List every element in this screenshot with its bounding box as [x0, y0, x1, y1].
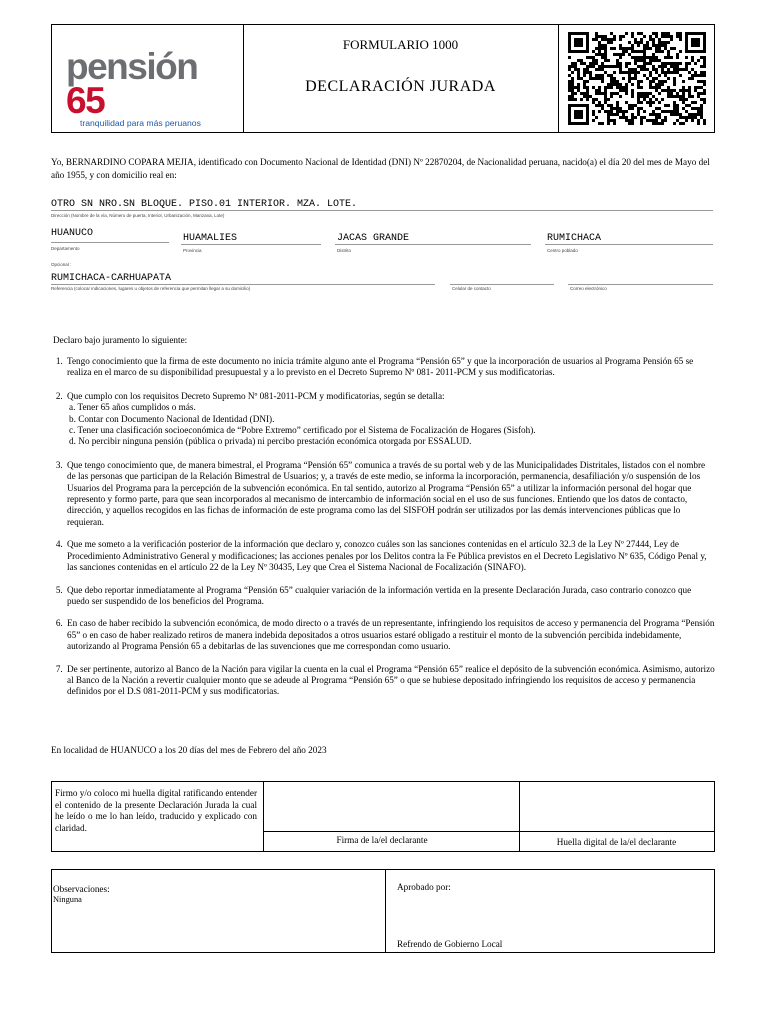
distrito-label: Distrito [337, 248, 352, 253]
requirement-a: a. Tener 65 años cumplidos o más. [69, 402, 196, 413]
huella-label: Huella digital de la/el declarante [556, 837, 677, 847]
distrito-line [335, 244, 531, 245]
direccion-label: Dirección (Nombre de la vía, Número de puerta, Interior, Urbanización, Manzana, Lote) [51, 213, 225, 218]
refrendo-label: Refrendo de Gobierno Local [397, 939, 503, 949]
signature-underline [263, 831, 519, 832]
firma-label: Firma de la/el declarante [336, 835, 428, 845]
form-number: FORMULARIO 1000 [342, 37, 459, 52]
correo-line [568, 284, 713, 285]
fingerprint-underline [519, 831, 715, 832]
observations-label: Observaciones: [53, 884, 110, 894]
logo-number: 65 [66, 80, 105, 121]
declaration-item-4: 4. Que me someto a la verificación posterior de la información que declaro y, conozco cuáles son las sanciones contenidas en el artículo 32.3 de la Ley Nº 27444, Ley de Procedimiento Administrativo General y modificaciones; las acciones penales por los Delitos contra la Fe Pública previstos en el Decreto Legislativo Nº 635, Código Penal y, las sanciones contenidas en el artículo 22 de la Ley Nº 30435, Ley que Crea el Sistema Nacional de Focalización (SINAFO). [65, 539, 715, 573]
header-divider-right [558, 24, 559, 133]
celular-label: Celular de contacto [452, 286, 491, 291]
departamento-label: Departamento [51, 246, 80, 251]
departamento-value: HUANUCO [51, 228, 94, 239]
signature-divider-2 [519, 781, 520, 852]
centro-poblado-line [545, 244, 713, 245]
centro-poblado-value: RUMICHACA [547, 233, 602, 244]
requirement-d: d. No percibir ninguna pensión (pública o privada) ni percibo prestación económica otorgada por ESSALUD. [69, 436, 472, 447]
declaration-heading: Declaro bajo juramento lo siguiente: [53, 335, 188, 345]
logo-tagline: tranquilidad para más peruanos [80, 118, 201, 128]
referencia-line [51, 284, 435, 285]
direccion-value: OTRO SN NRO.SN BLOQUE. PISO.01 INTERIOR. MZA. LOTE. [51, 199, 358, 210]
departamento-line [51, 242, 169, 243]
intro-paragraph: Yo, BERNARDINO COPARA MEJIA, identificado con Documento Nacional de Identidad (DNI) Nº 22870204, de Nacionalidad peruana, nacido(a) el día 20 del mes de Mayo del año 1955, y con domicilio real en: [51, 157, 710, 180]
declaration-item-3: 3. Que tengo conocimiento que, de manera bimestral, el Programa “Pensión 65” comunica a través de su portal web y de las Municipalidades Distritales, listados con el nombre de las personas que participan de la Relación Bimestral de Usuarios; y, a través de este medio, se informa la incorporación, permanencia, desafiliación y/o suspensión de los Usuarios del Programa para la percepción de la subvención económica. En tal sentido, autorizo al Programa “Pensión 65” a utilizar la información personal del hogar que represento y formo parte, para que sean incorporados al mecanismo de intercambio de información social en el uso de sus funciones. Entiendo que los datos de contacto, dirección, y aquellos recogidos en las fichas de información de este programa como las del SISFOH podrán ser utilizados por las demás intervenciones públicas que lo requieran. [65, 460, 715, 528]
referencia-value: RUMICHACA-CARHUAPATA [51, 273, 172, 284]
locality-line: En localidad de HUANUCO a los 20 días del mes de Febrero del año 2023 [51, 745, 327, 755]
observations-value: Ninguna [53, 895, 82, 904]
observations-box [51, 869, 715, 953]
declaration-item-2-text: 2. Que cumplo con los requisitos Decreto Supremo Nº 081-2011-PCM y modificatorias, según se detalla: [67, 390, 445, 401]
requirement-b: b. Contar con Documento Nacional de Identidad (DNI). [69, 413, 275, 424]
celular-line [450, 284, 554, 285]
declaration-item-2 [65, 391, 715, 448]
distrito-value: JACAS GRANDE [337, 233, 410, 244]
logo-word: pensión [66, 46, 198, 87]
aprobado-label: Aprobado por: [397, 882, 451, 892]
declaration-list [51, 356, 715, 698]
form-title: DECLARACIÓN JURADA [305, 78, 496, 95]
provincia-line [181, 244, 321, 245]
qr-code [568, 32, 706, 131]
observations-divider [385, 869, 386, 953]
direccion-line [51, 210, 713, 211]
referencia-label: Referencia (colocar indicaciones, lugares u objetos de referencia que permitan llegar a su domicilio) [51, 286, 251, 291]
correo-label: Correo electrónico [570, 286, 607, 291]
centro-poblado-label: Centro poblado [547, 248, 578, 253]
declaration-item-5: 5. Que debo reportar inmediatamente al Programa “Pensión 65” cualquier variación de la información vertida en la presente Declaración Jurada, caso contrario conozco que puedo ser suspendido de los beneficios del Programa. [65, 585, 715, 608]
pension65-logo [66, 46, 236, 128]
signature-statement: Firmo y/o coloco mi huella digital ratificando entender el contenido de la presente Declaración Jurada la cual he leído o me lo han leído, traducido y explicado con claridad. [55, 788, 257, 833]
declaration-item-6: 6. En caso de haber recibido la subvención económica, de modo directo o a través de un representante, infringiendo los requisitos de acceso y permanencia del Programa “Pensión 65” o en caso de haber realizado retiros de manera indebida depositados a otros usuarios estaré obligado a restituir el monto de la subvención percibida indebidamente, autorizando al Programa Pensión 65 a debitarlas de las suvenciones que me correspondan como usuario. [65, 618, 715, 652]
provincia-value: HUAMALIES [183, 233, 238, 244]
requirement-c: c. Tener una clasificación socioeconómica de “Pobre Extremo” certificado por el Sistema de Focalización de Hogares (Sisfoh). [69, 425, 536, 436]
provincia-label: Provincia [183, 248, 202, 253]
opcional-label: Opcional : [51, 262, 72, 267]
declaration-item-1: 1. Tengo conocimiento que la firma de este documento no inicia trámite alguno ante el Programa “Pensión 65” y que la incorporación de usuarios al Programa Pensión 65 se realiza en el marco de su disponibilidad presupuestal y a lo previsto en el Decreto Supremo Nº 081- 2011-PCM y sus modificatorias. [65, 356, 715, 379]
declaration-item-7: 7. De ser pertinente, autorizo al Banco de la Nación para vigilar la cuenta en la cual el Programa “Pensión 65” realice el depósito de la subvención económica. Asimismo, autorizo al Banco de la Nación a revertir cualquier monto que se adeude al Programa “Pensión 65” o que se hubiese depositado infringiendo los requisitos de acceso y permanencia definidos por el D.S 081-2011-PCM y sus modificatorias. [65, 664, 715, 698]
